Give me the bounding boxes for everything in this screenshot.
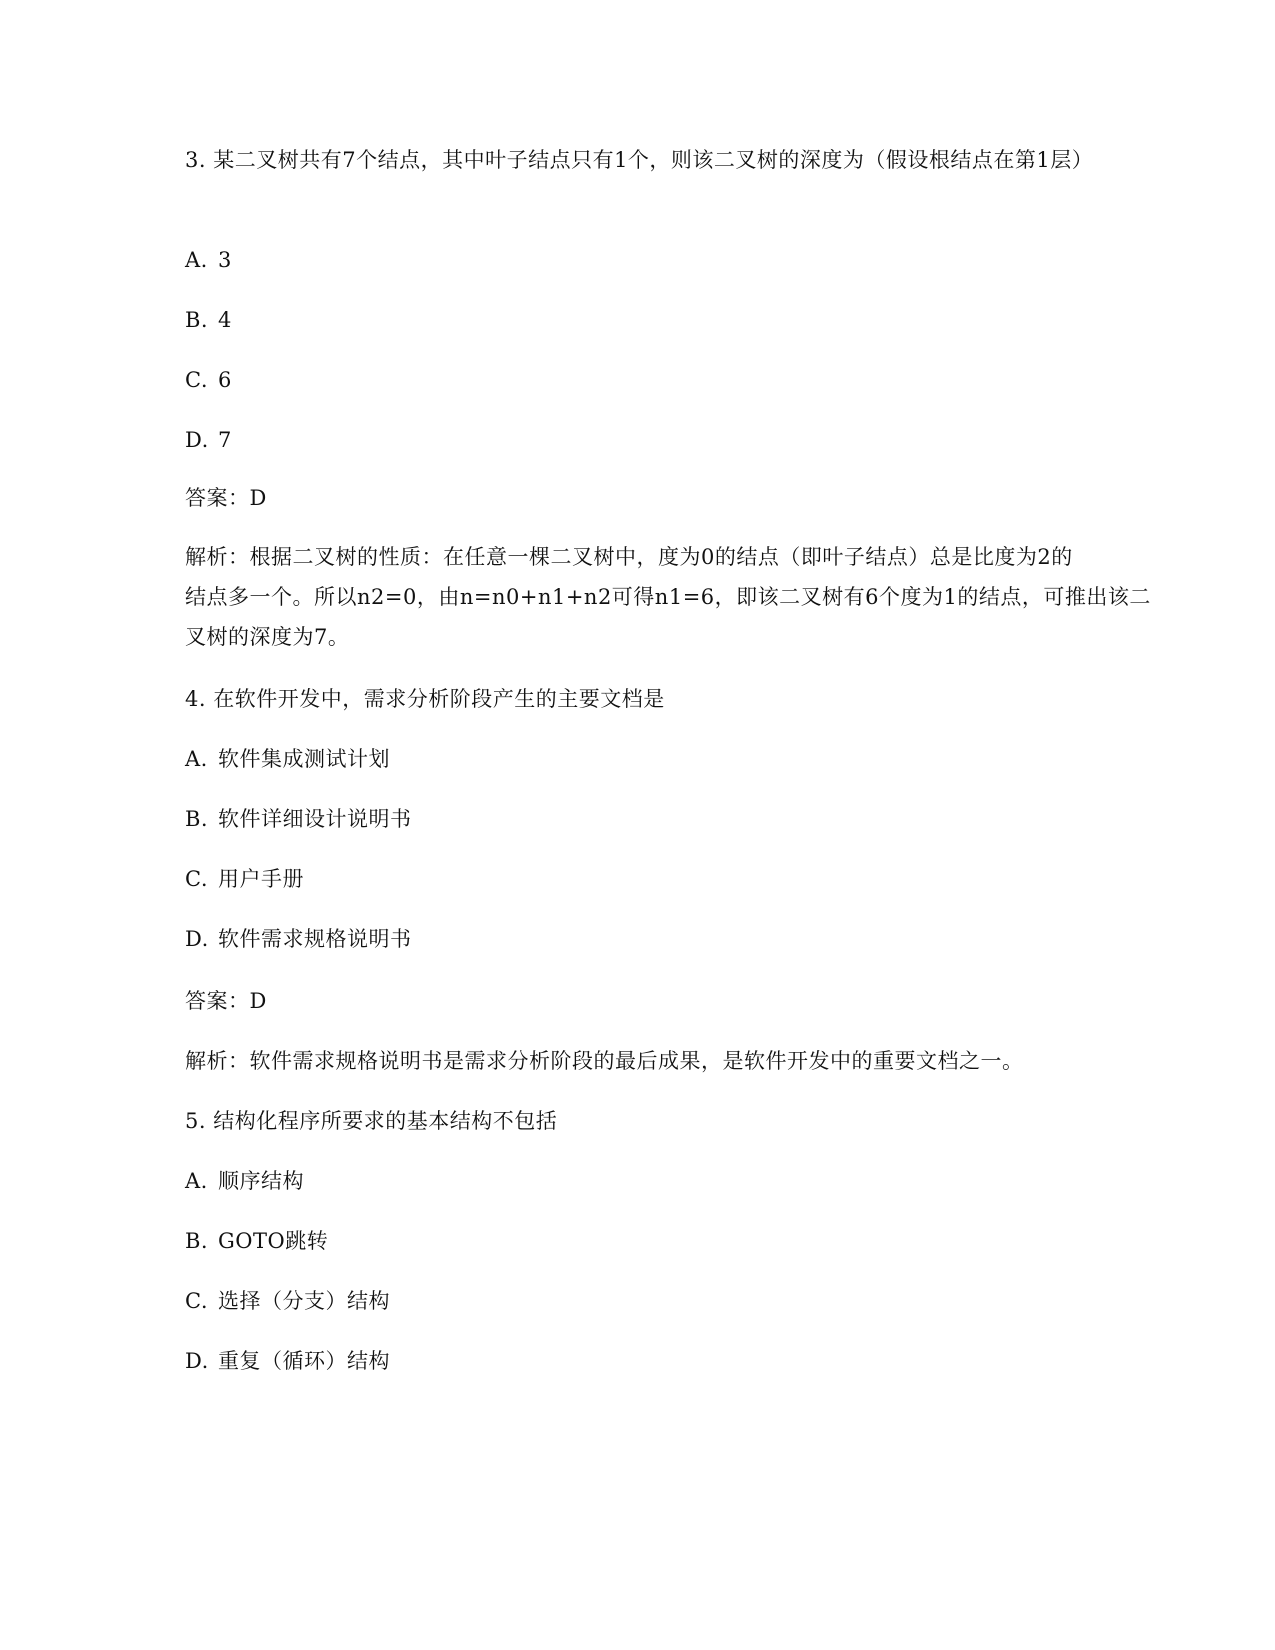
question-3-text: 3. 某二叉树共有7个结点，其中叶子结点只有1个，则该二叉树的深度为（假设根结点在第1层）: [185, 148, 1094, 172]
option-text: 6: [218, 368, 232, 392]
question-3-analysis-line-1: 解析：根据二叉树的性质：在任意一棵二叉树中，度为0的结点（即叶子结点）总是比度为2的: [185, 545, 1073, 569]
question-4-analysis: 解析：软件需求规格说明书是需求分析阶段的最后成果，是软件开发中的重要文档之一。: [185, 1049, 1024, 1073]
option-letter: D.: [185, 927, 209, 951]
option-letter: D.: [185, 428, 209, 452]
question-3-option-a: [185, 243, 232, 277]
question-5-option-d: [185, 1344, 390, 1378]
question-3-option-b: [185, 303, 232, 337]
option-text: 顺序结构: [218, 1169, 304, 1193]
option-letter: A.: [185, 248, 208, 272]
question-4-option-c: [185, 862, 304, 896]
question-4-option-b: [185, 802, 412, 836]
option-text: 重复（循环）结构: [218, 1349, 390, 1373]
option-letter: D.: [185, 1349, 209, 1373]
option-letter: B.: [185, 1229, 209, 1253]
option-text: 7: [218, 428, 232, 452]
option-text: 软件集成测试计划: [218, 747, 390, 771]
question-5-option-c: [185, 1284, 390, 1318]
question-3-answer: 答案：D: [185, 486, 267, 510]
option-text: GOTO跳转: [218, 1229, 329, 1253]
question-5-option-a: [185, 1164, 304, 1198]
question-3-analysis-line-2: 结点多一个。所以n2=0，由n=n0+n1+n2可得n1=6，即该二叉树有6个度为1的结点，可推出该二: [185, 585, 1151, 609]
question-4-answer: 答案：D: [185, 989, 267, 1013]
question-4-option-a: [185, 742, 390, 776]
question-3-option-c: [185, 363, 232, 397]
option-letter: C.: [185, 1289, 208, 1313]
question-3-analysis-line-3: 叉树的深度为7。: [185, 625, 350, 649]
option-letter: C.: [185, 867, 208, 891]
option-text: 用户手册: [218, 867, 304, 891]
option-letter: A.: [185, 1169, 208, 1193]
option-text: 选择（分支）结构: [218, 1289, 390, 1313]
option-letter: B.: [185, 308, 209, 332]
question-5-text: 5. 结构化程序所要求的基本结构不包括: [185, 1109, 558, 1133]
question-3-option-d: [185, 423, 232, 457]
question-4-option-d: [185, 922, 412, 956]
option-letter: B.: [185, 807, 209, 831]
option-letter: C.: [185, 368, 208, 392]
option-text: 3: [218, 248, 232, 272]
question-4-text: 4. 在软件开发中，需求分析阶段产生的主要文档是: [185, 687, 665, 711]
option-letter: A.: [185, 747, 208, 771]
question-5-option-b: [185, 1224, 328, 1258]
option-text: 软件详细设计说明书: [218, 807, 412, 831]
option-text: 4: [218, 308, 232, 332]
option-text: 软件需求规格说明书: [218, 927, 412, 951]
